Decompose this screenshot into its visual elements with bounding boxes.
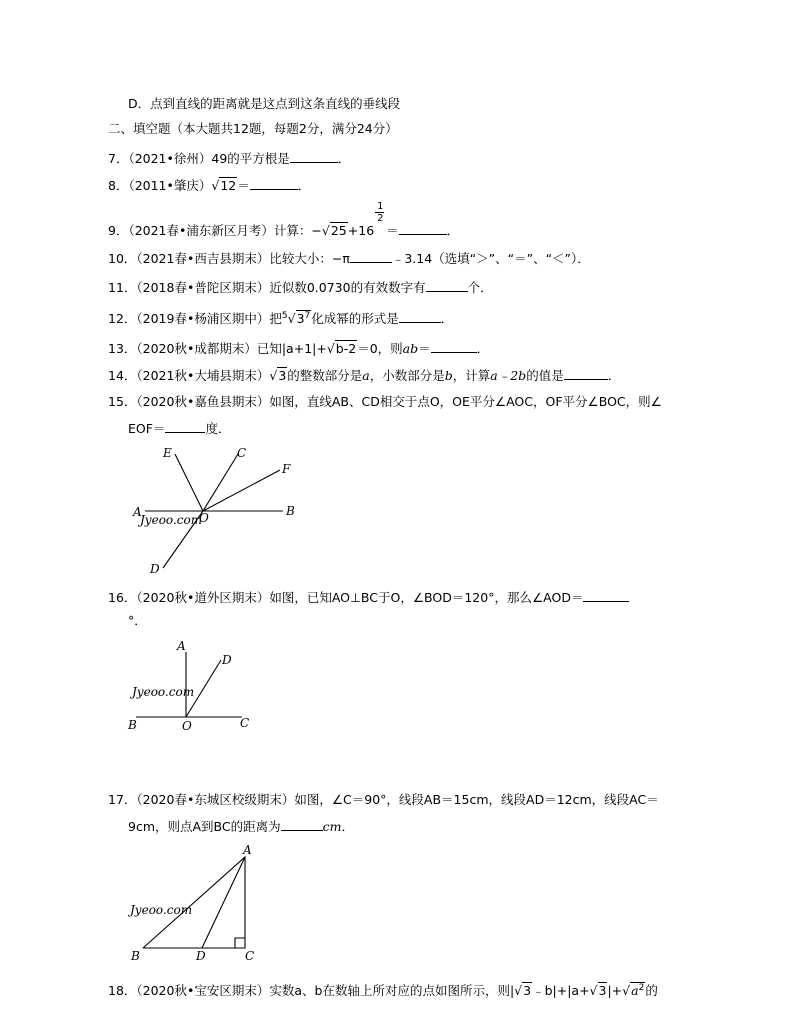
right-angle-mark (235, 938, 245, 948)
answer-blank[interactable] (165, 420, 205, 433)
answer-blank[interactable] (583, 589, 629, 602)
question-12: 12．（2019春•杨浦区期中）把$^5√3^7$化成幂的形式是 ． (108, 308, 453, 327)
question-source: （2020秋•嘉鱼县期末） (136, 394, 270, 409)
question-source: （2020秋•宝安区期末） (136, 983, 270, 999)
question-number: 17． (108, 792, 137, 807)
watermark: Jyeoo.com (130, 903, 193, 917)
fraction-exponent: $\frac{1}{2}$ (377, 201, 384, 224)
label-b: B (128, 718, 137, 732)
nth-root-expression: $√3^7$ (287, 311, 311, 327)
label-a: A (133, 505, 142, 519)
question-10: 10．（2021春•西吉县期末）比较大小：−π ﹣3.14（选填“＞”、“＝”、“＜”）． (108, 251, 590, 266)
question-number: 8． (108, 178, 129, 193)
label-d: D (196, 949, 206, 963)
answer-blank[interactable] (431, 340, 477, 353)
answer-blank[interactable] (250, 177, 298, 190)
sqrt-expression: √3 (514, 983, 532, 999)
ray-oe (175, 454, 203, 511)
answer-blank[interactable] (399, 310, 441, 323)
question-number: 14． (108, 368, 137, 383)
label-a: A (177, 639, 186, 653)
label-c: C (240, 716, 250, 730)
label-c: C (237, 446, 247, 460)
question-number: 16． (108, 590, 137, 605)
label-c: C (245, 949, 255, 963)
label-b: B (131, 949, 140, 963)
answer-blank[interactable] (399, 222, 447, 235)
sqrt-expression: √b-2 (326, 341, 357, 356)
question-number: 12． (108, 311, 137, 327)
watermark: Jyeoo.com (132, 685, 195, 699)
question-source: （2020春•东城区校级期末） (136, 792, 295, 807)
answer-blank[interactable] (426, 279, 468, 292)
question-17-line-2: 9cm，则点A到BC的距离为 cm． (128, 819, 355, 834)
question-16-line-2: °． (128, 613, 147, 628)
question-13: 13．（2020秋•成都期末）已知|a+1|+√b-2＝0，则ab＝ ． (108, 341, 490, 356)
question-number: 18． (108, 983, 137, 999)
question-11: 11．（2018春•普陀区期末）近似数0.0730的有效数字有 个． (108, 280, 493, 295)
label-d: D (222, 653, 232, 667)
sqrt-expression: √12 (211, 178, 237, 193)
sqrt-expression: √3 (589, 983, 607, 999)
label-e: E (163, 446, 172, 460)
question-number: 11． (108, 280, 137, 295)
question-number: 10． (108, 251, 137, 266)
question-source: （2018春•普陀区期末） (136, 280, 270, 295)
ray-oc (203, 454, 238, 511)
question-14: 14．（2021秋•大埔县期末）√3的整数部分是a，小数部分是b，计算a﹣2b的值是 ． (108, 368, 621, 383)
label-a: A (243, 843, 252, 857)
question-15-line-2: EOF＝ 度． (128, 421, 231, 436)
figure-16 (122, 636, 262, 736)
answer-blank[interactable] (290, 150, 338, 163)
question-17-line-1: 17．（2020春•东城区校级期末）如图，∠C＝90°，线段AB＝15cm，线段AD＝12cm，线段AC＝ (108, 792, 659, 807)
question-7: 7．（2021•徐州）49的平方根是 ． (108, 151, 351, 166)
answer-blank[interactable] (281, 818, 323, 831)
answer-blank[interactable] (564, 367, 608, 380)
label-f: F (282, 462, 291, 476)
question-source: （2021秋•大埔县期末） (136, 368, 270, 383)
question-9: 9．（2021春•浦东新区月考）计算：−√25+16 $\frac{1}{2}$ ＝ ． (108, 201, 460, 238)
sqrt-expression: √25 (321, 223, 347, 238)
sqrt-expression: √3 (269, 368, 287, 383)
sqrt-expression: $√a^2$ (622, 983, 645, 999)
question-source: （2020秋•成都期末） (136, 341, 257, 356)
question-source: （2021春•浦东新区月考） (128, 223, 274, 238)
question-number: 13． (108, 341, 137, 356)
question-text: 49的平方根是 (211, 151, 290, 166)
question-source: （2021春•西吉县期末） (136, 251, 270, 266)
question-number: 15． (108, 394, 137, 409)
answer-blank[interactable] (350, 250, 392, 263)
label-o: O (182, 719, 192, 733)
watermark: Jyeoo.com (140, 513, 203, 527)
question-source: （2011•肇庆） (128, 178, 212, 193)
option-d: D．点到直线的距离就是这点到这条直线的垂线段 (128, 96, 401, 111)
question-number: 7． (108, 151, 129, 166)
figure-17 (125, 840, 265, 970)
ray-of (203, 470, 280, 511)
figure-15 (125, 440, 305, 580)
question-number: 9． (108, 223, 129, 238)
question-18: 18．（2020秋•宝安区期末）实数a、b在数轴上所对应的点如图所示，则$|√3﹣b|+|a+√3|+√a^2$的 (108, 980, 658, 999)
question-source: （2021•徐州） (128, 151, 212, 166)
label-o: O (199, 511, 209, 525)
section-title: 二、填空题（本大题共12题，每题2分，满分24分） (108, 121, 398, 136)
question-16-line-1: 16．（2020秋•道外区期末）如图，已知AO⊥BC于O，∠BOD＝120°，那么∠AOD＝ (108, 589, 629, 606)
label-b: B (286, 504, 295, 518)
question-source: （2020秋•道外区期末） (136, 590, 270, 605)
segment-ad (202, 857, 245, 948)
question-source: （2019春•杨浦区期中） (136, 311, 270, 327)
question-8: 8．（2011•肇庆）√12＝ ． (108, 178, 311, 193)
label-d: D (150, 562, 160, 576)
question-15-line-1: 15．（2020秋•嘉鱼县期末）如图，直线AB、CD相交于点O，OE平分∠AOC，OF平分∠BOC，则∠ (108, 394, 662, 409)
